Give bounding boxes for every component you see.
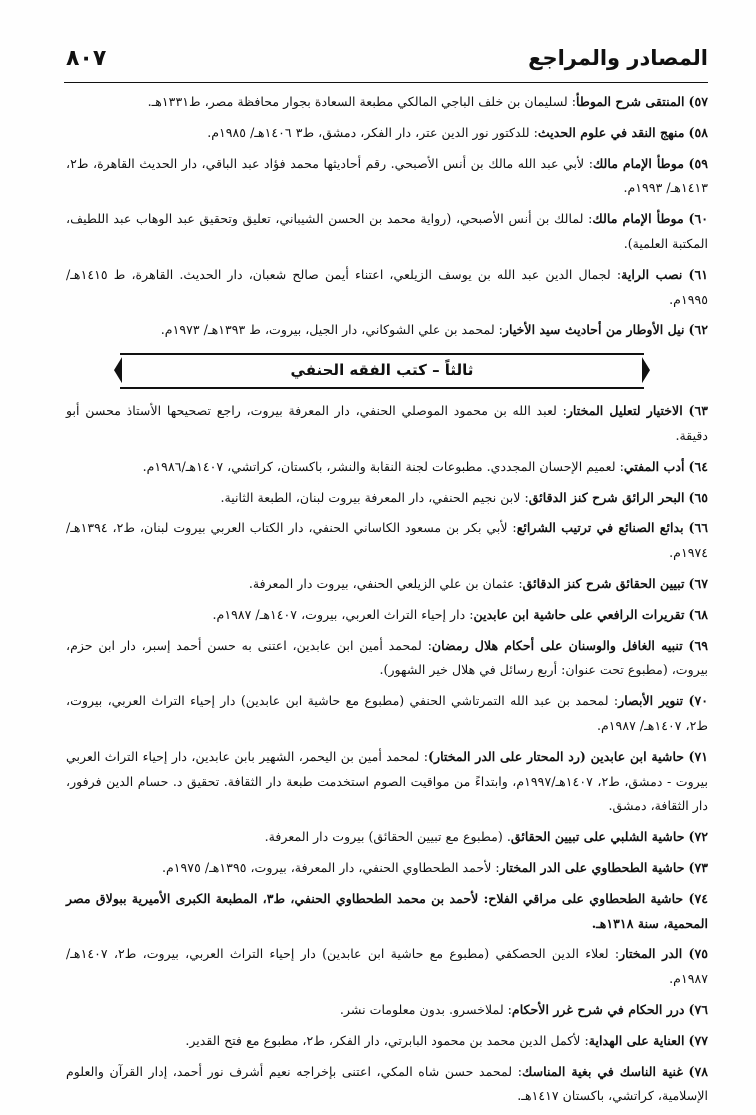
entry-details: : لمحمد أمين بن اليحمر، الشهير بابن عابدين، دار إحياء التراث العربي بيروت - دمشق، ط٢، ١٤٠٧هـ/١٩٩٧م، وابتداءً من مواقيت الصوم استخدمت طبعة دار الثقافة. تحقيق د. حسام الدين فرفور، دار الثقافة، دمشق. <box>66 748 708 814</box>
entry-title: منهج النقد في علوم الحديث <box>537 124 685 140</box>
entry-number: ٦٣) <box>688 403 708 419</box>
bibliography-list-a <box>66 90 708 343</box>
entry-title: حاشية الطحطاوي على مراقي الفلاح <box>488 890 684 906</box>
bibliography-entry <box>66 399 708 449</box>
entry-number: ٥٩) <box>688 155 708 171</box>
box-ornament-left-icon <box>114 357 122 383</box>
entry-title: تنبيه الغافل والوسنان على أحكام هلال رمضان <box>431 637 683 653</box>
entry-details: : لأبي عبد الله مالك بن أنس الأصبحي. رقم أحاديثها محمد فؤاد عبد الباقي، دار الحديث القاهرة، ط٢، ١٤١٣هـ/ ١٩٩٣م. <box>66 155 708 196</box>
bibliography-entry <box>66 942 708 992</box>
box-ornament-right-icon <box>642 357 650 383</box>
entry-number: ٦١) <box>688 266 708 282</box>
entry-title: حاشية ابن عابدين (رد المحتار على الدر المختار) <box>428 748 685 764</box>
running-title: المصادر والمراجع <box>528 46 708 70</box>
bibliography-entry <box>66 998 708 1023</box>
entry-details: : لمحمد حسن شاه المكي، اعتنى بإخراجه نعيم أشرف نور أحمد، إدار القرآن والعلوم الإسلامية، كراتشي، باكستان ١٤١٧هـ. <box>66 1063 708 1104</box>
entry-number: ٦٨) <box>688 606 708 622</box>
entry-details: : لعبد الله بن محمود الموصلي الحنفي، دار المعرفة بيروت، راجع تصحيحها الأستاذ محسن أبو دقيقة. <box>66 403 708 443</box>
entry-details: : عثمان بن علي الزيلعي الحنفي، بيروت دار المعرفة. <box>248 575 523 591</box>
entry-details: : لجمال الدين عبد الله بن يوسف الزيلعي، اعتناء أيمن صالح شعبان، دار الحديث. القاهرة، ط ١٤١٥هـ/ ١٩٩٥م. <box>66 266 708 307</box>
bibliography-entry <box>66 207 708 257</box>
bibliography-entry <box>66 486 708 511</box>
entry-title: تنوير الأبصار <box>618 693 684 709</box>
entry-number: ٧١) <box>688 748 708 764</box>
entry-title: تبيين الحقائق شرح كنز الدقائق <box>522 575 685 591</box>
entry-number: ٧٣) <box>688 859 708 875</box>
entry-details: : لملاخسرو. بدون معلومات نشر. <box>339 1001 512 1017</box>
bibliography-list-b <box>66 399 708 1109</box>
entry-number: ٧٥) <box>688 946 708 962</box>
entry-details: : لأحمد بن محمد الطحطاوي الحنفي، ط٣، المطبعة الكبرى الأميرية ببولاق مصر المحمية، سنة ١٣١٨هـ. <box>66 890 708 931</box>
entry-number: ٧٢) <box>688 829 708 845</box>
entry-title: غنية الناسك في بغية المناسك <box>521 1063 683 1079</box>
bibliography-entry <box>66 1060 708 1110</box>
entry-details: : لمحمد بن علي الشوكاني، دار الجيل، بيروت، ط ١٣٩٣هـ/ ١٩٧٣م. <box>160 322 503 338</box>
bibliography-entry <box>66 856 708 881</box>
bibliography-entry <box>66 90 708 115</box>
entry-number: ٦٠) <box>688 211 708 227</box>
entry-title: العناية على الهداية <box>588 1032 685 1048</box>
entry-number: ٦٢) <box>688 322 708 338</box>
entry-title: البحر الرائق شرح كنز الدقائق <box>528 489 685 505</box>
page-header <box>64 42 708 83</box>
entry-number: ٦٧) <box>688 575 708 591</box>
entry-details: : لمالك بن أنس الأصبحي، (رواية محمد بن الحسن الشيباني، تعليق وتحقيق عبد الوهاب عبد اللطيف، المكتبة العلمية). <box>66 211 708 251</box>
entry-title: نيل الأوطار من أحاديث سيد الأخيار <box>502 322 685 338</box>
entry-details: : لمحمد أمين ابن عابدين، اعتنى به حسن أحمد إسبر، دار ابن حزم، بيروت، (مطبوع تحت عنوان: أربع رسائل في هلال خير الشهور). <box>66 637 708 678</box>
entry-details: : لأحمد الطحطاوي الحنفي، دار المعرفة، بيروت، ١٣٩٥هـ/ ١٩٧٥م. <box>161 859 500 875</box>
section-heading-box <box>120 353 644 389</box>
entry-title: الدر المختار <box>619 946 683 962</box>
entry-details: : لعلاء الدين الحصكفي (مطبوع مع حاشية ابن عابدين) دار إحياء التراث العربي، بيروت، ط٢، ١٤٠٧هـ/ ١٩٨٧م. <box>66 946 708 987</box>
entry-details: : لعميم الإحسان المجددي. مطبوعات لجنة النقابة والنشر، باكستان، كراتشي، ١٤٠٧هـ/١٩٨٦م. <box>142 458 624 474</box>
entry-title: موطأ الإمام مالك <box>592 155 684 171</box>
entry-title: موطأ الإمام مالك <box>592 211 684 227</box>
bibliography-entry <box>66 121 708 146</box>
entry-title: درر الحكام في شرح غرر الأحكام <box>511 1001 685 1017</box>
bibliography-entry <box>66 455 708 480</box>
entry-title: أدب المفتي <box>623 458 685 474</box>
entry-title: تقريرات الرافعي على حاشية ابن عابدين <box>473 606 685 622</box>
entry-details: : لسليمان بن خلف الباجي المالكي مطبعة السعادة بجوار محافظة مصر، ط١٣٣١هـ. <box>147 94 577 109</box>
entry-number: ٥٧) <box>688 94 708 109</box>
entry-title: حاشية الشلبي على تبيين الحقائق <box>510 829 685 845</box>
entry-number: ٦٤) <box>688 458 708 474</box>
page-number: ٨٠٧ <box>66 46 107 71</box>
bibliography-entry <box>66 516 708 566</box>
entry-number: ٧٨) <box>688 1063 708 1079</box>
bibliography-entry <box>66 634 708 684</box>
entry-number: ٥٨) <box>688 124 708 140</box>
entry-details: : لأبي بكر بن مسعود الكاساني الحنفي، دار الكتاب العربي بيروت لبنان، ط٢، ١٣٩٤هـ/ ١٩٧٤م. <box>66 520 708 561</box>
entry-details: : لأكمل الدين محمد بن محمود البابرتي، دار الفكر، ط٢، مطبوع مع فتح القدير. <box>185 1032 589 1048</box>
entry-title: الاختيار لتعليل المختار <box>566 403 683 419</box>
bibliography-entry <box>66 1029 708 1054</box>
entry-details: : للدكتور نور الدين عتر، دار الفكر، دمشق، ط٣ ١٤٠٦هـ/ ١٩٨٥م. <box>207 124 538 140</box>
bibliography-entry <box>66 263 708 313</box>
entry-title: نصب الراية <box>621 266 683 282</box>
entry-number: ٧٧) <box>688 1032 708 1048</box>
entry-number: ٦٥) <box>688 489 708 505</box>
bibliography-entry <box>66 887 708 937</box>
entry-number: ٦٦) <box>688 520 708 536</box>
entry-details: : لابن نجيم الحنفي، دار المعرفة بيروت لبنان، الطبعة الثانية. <box>220 489 529 505</box>
entry-number: ٦٩) <box>688 637 709 653</box>
entry-details: . (مطبوع مع تبيين الحقائق) بيروت دار المعرفة. <box>264 829 511 845</box>
bibliography-entry <box>66 318 708 343</box>
entry-title: بدائع الصنائع في ترتيب الشرائع <box>516 520 684 536</box>
entry-details: : لمحمد بن عبد الله التمرتاشي الحنفي (مطبوع مع حاشية ابن عابدين) دار إحياء التراث العربي، بيروت، ط٢، ١٤٠٧هـ/ ١٩٨٧م. <box>66 693 708 733</box>
entry-title: المنتقى شرح الموطأ <box>576 94 685 109</box>
bibliography-entry <box>66 689 708 739</box>
section-title: ثالثاً – كتب الفقه الحنفي <box>290 361 474 380</box>
entry-details: : دار إحياء التراث العربي، بيروت، ١٤٠٧هـ/ ١٩٨٧م. <box>212 606 474 622</box>
bibliography-entry <box>66 152 708 202</box>
bibliography-entry <box>66 745 708 819</box>
bibliography <box>66 90 708 1115</box>
bibliography-entry <box>66 825 708 850</box>
entry-title: حاشية الطحطاوي على الدر المختار <box>499 859 685 875</box>
entry-number: ٧٦) <box>688 1001 708 1017</box>
entry-number: ٧٠) <box>688 693 708 709</box>
bibliography-entry <box>66 603 708 628</box>
bibliography-entry <box>66 572 708 597</box>
entry-number: ٧٤) <box>688 890 708 906</box>
